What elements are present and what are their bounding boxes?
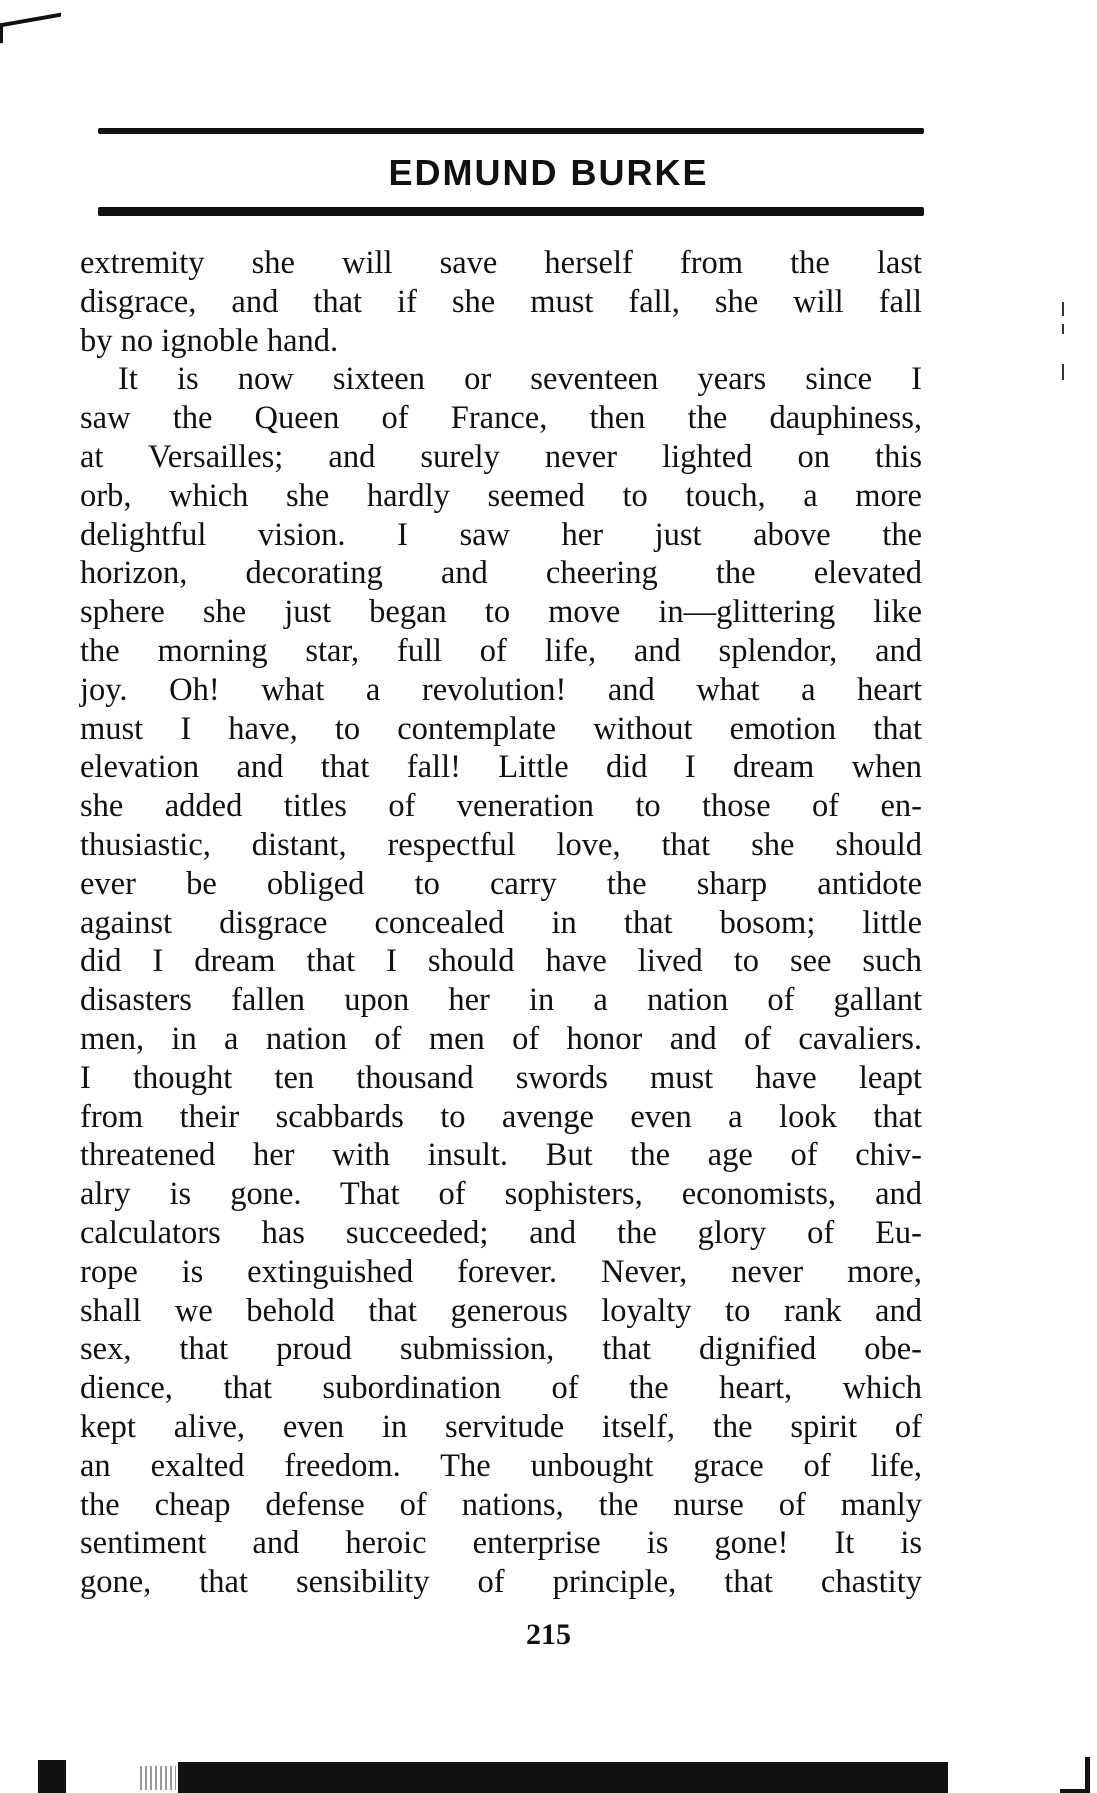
page-number: 215 bbox=[526, 1618, 571, 1651]
text-line: sphere she just began to move in—glittering like bbox=[80, 594, 922, 631]
text-line: men, in a nation of men of honor and of cavaliers. bbox=[80, 1020, 922, 1057]
text-line: joy. Oh! what a revolution! and what a heart bbox=[80, 671, 922, 708]
text-line: disasters fallen upon her in a nation of gallant bbox=[80, 982, 922, 1019]
running-head: EDMUND BURKE bbox=[388, 152, 709, 193]
text-line: an exalted freedom. The unbought grace of life, bbox=[80, 1447, 922, 1484]
text-line: horizon, decorating and cheering the elevated bbox=[80, 555, 922, 592]
text-line: I thought ten thousand swords must have leapt bbox=[80, 1059, 922, 1096]
scan-corner-mark bbox=[0, 13, 61, 44]
text-line: must I have, to contemplate without emotion that bbox=[80, 710, 922, 747]
scan-margin-mark bbox=[1062, 364, 1064, 380]
text-line: she added titles of veneration to those of en- bbox=[80, 788, 922, 825]
bottom-rule bbox=[178, 1762, 948, 1793]
text-line: did I dream that I should have lived to see such bbox=[80, 943, 922, 980]
body-text bbox=[80, 244, 922, 1602]
text-line: saw the Queen of France, then the dauphiness, bbox=[80, 400, 922, 437]
text-line: alry is gone. That of sophisters, economists, and bbox=[80, 1176, 922, 1213]
text-line: gone, that sensibility of principle, that chastity bbox=[80, 1564, 922, 1601]
text-line: sex, that proud submission, that dignified obe- bbox=[80, 1331, 922, 1368]
text-line: It is now sixteen or seventeen years since I bbox=[118, 361, 922, 398]
text-line: dience, that subordination of the heart, which bbox=[80, 1370, 922, 1407]
scan-artifact bbox=[140, 1766, 176, 1790]
text-line: rope is extinguished forever. Never, never more, bbox=[80, 1253, 922, 1290]
text-line: calculators has succeeded; and the glory of Eu- bbox=[80, 1214, 922, 1251]
text-line: from their scabbards to avenge even a look that bbox=[80, 1098, 922, 1135]
text-line: sentiment and heroic enterprise is gone! It is bbox=[80, 1525, 922, 1562]
text-line: thusiastic, distant, respectful love, that she should bbox=[80, 826, 922, 863]
text-line: by no ignoble hand. bbox=[80, 322, 339, 359]
text-line: at Versailles; and surely never lighted on this bbox=[80, 438, 922, 475]
top-rule bbox=[98, 128, 924, 134]
text-line: shall we behold that generous loyalty to rank and bbox=[80, 1292, 922, 1329]
text-line: ever be obliged to carry the sharp antidote bbox=[80, 865, 922, 902]
text-line: elevation and that fall! Little did I dream when bbox=[80, 749, 922, 786]
text-line: extremity she will save herself from the last bbox=[80, 245, 922, 281]
text-line: the morning star, full of life, and splendor, and bbox=[80, 632, 922, 669]
text-line: against disgrace concealed in that bosom; little bbox=[80, 904, 922, 941]
text-line: disgrace, and that if she must fall, she will fall bbox=[80, 283, 922, 320]
scan-margin-mark bbox=[1062, 324, 1064, 334]
scan-corner-mark bbox=[38, 1760, 66, 1793]
scan-corner-mark bbox=[1060, 1757, 1090, 1793]
text-line: orb, which she hardly seemed to touch, a more bbox=[80, 477, 922, 514]
header-rule bbox=[98, 207, 924, 216]
text-line: the cheap defense of nations, the nurse of manly bbox=[80, 1486, 922, 1523]
scan-margin-mark bbox=[1062, 302, 1064, 316]
text-line: delightful vision. I saw her just above the bbox=[80, 516, 922, 553]
text-line: kept alive, even in servitude itself, the spirit of bbox=[80, 1408, 922, 1445]
text-line: threatened her with insult. But the age of chiv- bbox=[80, 1137, 922, 1174]
